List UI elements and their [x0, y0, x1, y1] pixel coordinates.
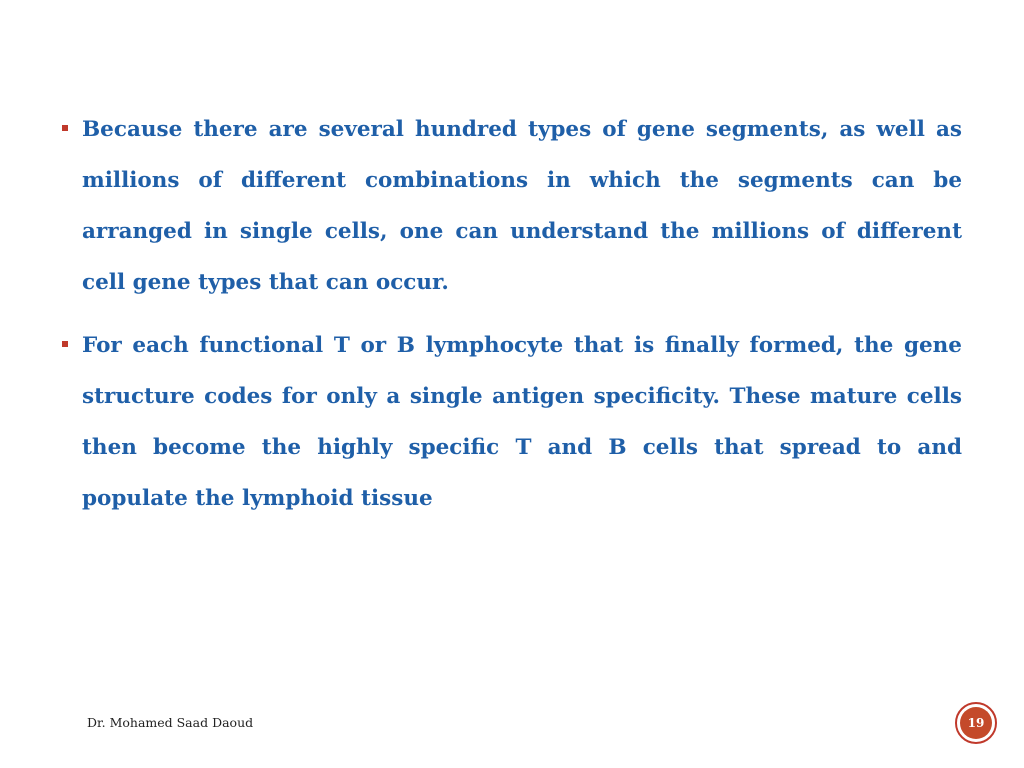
square-bullet-icon — [62, 125, 68, 131]
bullet-text: For each functional T or B lymphocyte that is finally formed, the gene structure codes for only a single antigen specificity. These mature cells then become the highly specific T and B cells that spread to and populate the lymphoid tissue — [82, 333, 962, 511]
bullet-text: Because there are several hundred types of gene segments, as well as millions of different combinations in which the segments can be arranged in single cells, one can understand the millions of different cell gene types that can occur. — [82, 117, 962, 295]
footer-author: Dr. Mohamed Saad Daoud — [87, 715, 254, 730]
square-bullet-icon — [62, 341, 68, 347]
bullet-list — [62, 104, 962, 536]
page-number-badge — [955, 702, 997, 744]
bullet-item — [62, 320, 962, 524]
page-number: 19 — [967, 716, 985, 730]
bullet-item — [62, 104, 962, 308]
page-number-circle — [960, 707, 992, 739]
